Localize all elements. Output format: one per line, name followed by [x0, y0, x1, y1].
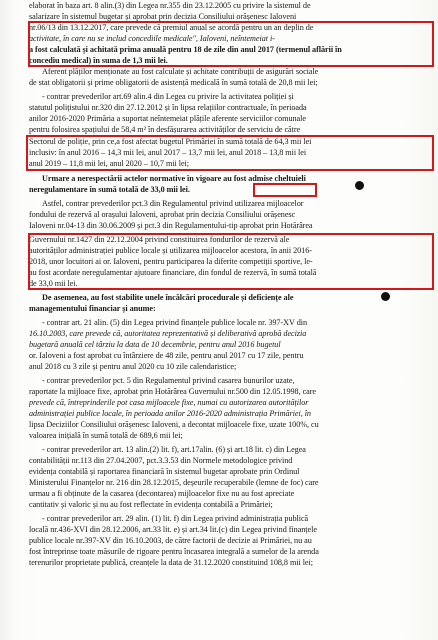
text-line: au fost acordate neregulamentar ajutoare financiare, din fondul de rezervă, în sumă totală: [29, 268, 317, 277]
text-line: de stat obligatorii și prime obligatorii de asistență medicală în sumă totală de 20,8 mii lei;: [29, 78, 318, 87]
text-line: publice locale nr.397-XV din 16.10.2003, de către factorii de decizie ai Primăriei, nu au: [29, 536, 312, 545]
text-line: - contrar prevederilor art. 29 alin. (1) lit. f) din Legea privind administrația publică: [42, 514, 309, 523]
text-line: autorităților administrației publice locale și utilizarea mijloacelor acestora, în anii 2016-: [29, 246, 312, 255]
text-line: valoarea inițială în sumă totală de 689,6 mii lei;: [29, 431, 183, 440]
text-line: administrației publice locale, în perioada anilor 2016-2020 administrația Primăriei, în: [29, 409, 311, 418]
text-line: evidența contabilă și raportarea financiară în sistemul bugetar aprobate prin Ordinul: [29, 467, 300, 476]
text-line: lipsa Deciziilor Consiliului orășenesc Ialoveni, a decontat mijloacele fixe, uzate 100%, cu: [29, 420, 319, 429]
text-line: cantitativ și valoric și nu au fost reflectate în evidența contabilă a Primăriei;: [29, 500, 273, 509]
text-line: Guvernului nr.1427 din 22.12.2004 privind constituirea fondurilor de rezervă ale: [29, 235, 290, 244]
ink-mark: [381, 292, 390, 301]
text-line: concediu medical) în suma de 1,3 mii lei.: [29, 56, 168, 65]
text-line: fost întreprinse toate măsurile de rigoare pentru încasarea integrală a sumelor de la arenda: [29, 547, 319, 556]
text-line: elaborat în baza art. 8 alin.(3) din Legea nr.355 din 23.12.2005 cu privire la sistemul de: [29, 1, 311, 10]
text-line: Urmare a nerespectării actelor normative în vigoare au fost admise cheltuieli: [42, 174, 306, 183]
text-line: anilor 2016-2020 Primăria a suportat neîntemeiat plățile aferente serviciilor comunale: [29, 114, 306, 123]
text-line: contabilității nr.113 din 27.04.2007, pct.3.3.53 din Normele metodologice privind: [29, 456, 293, 465]
ink-mark: [355, 181, 364, 190]
text-line: Ialoveni nr.04-13 din 30.06.2009 și pct.3 din Regulamentului-tip aprobat prin Hotărârea: [29, 221, 313, 230]
text-line: activitate, în care nu se includ concediile medicale", Ialoveni, neîntemeiat i-: [29, 34, 275, 43]
text-line: terenurilor proprietate publică, creanțele la data de 31.12.2020 constituind 108,8 mii lei;: [29, 558, 313, 567]
text-line: neregulamentare în sumă totală de 33,0 mii lei.: [29, 185, 190, 194]
text-line: - contrar prevederilor art.69 alin.4 din Legea cu privire la activitatea poliției și: [42, 92, 294, 101]
text-line: - contrar prevederilor pct. 5 din Regulamentul privind casarea bunurilor uzate,: [42, 376, 295, 385]
text-line: anul 2019 – 11,8 mii lei, anul 2020 – 10,7 mii lei;: [29, 159, 189, 168]
text-line: prevede că, întreprinderile pot casa mijloacele fixe, numai cu autorizarea autorităților: [29, 398, 309, 407]
text-line: nr.06/13 din 13.12.2017, care prevede că premiul anual se acordă pentru un an deplin de: [29, 23, 314, 32]
text-line: managementului financiar și anume:: [29, 304, 156, 313]
text-line: salarizare în sistemul bugetar și aprobat prin decizia Consiliului orășenesc Ialoveni: [29, 12, 297, 21]
text-line: a fost calculată și achitată prima anuală pentru 18 de zile din anul 2017 (termenul aflării în: [29, 45, 342, 54]
text-line: or. Ialoveni a fost aprobat cu întârziere de 48 zile, pentru anul 2017 cu 17 zile, pentru: [29, 351, 304, 360]
text-line: bugetară anuală cel târziu la data de 10 decembrie, pentru anul 2016 bugetul: [29, 340, 281, 349]
text-line: urmau a fi obținute de la casarea (decontarea) mijloacelor fixe nu au fost apreciate: [29, 489, 295, 498]
text-line: inclusiv: în anul 2016 – 14,3 mii lei, anul 2017 – 13,7 mii lei, anul 2018 – 13,8 mii lei: [29, 148, 307, 157]
text-line: de 33,0 mii lei.: [29, 279, 78, 288]
text-line: 16.10.2003, care prevede că, autoritatea reprezentativă și deliberativă aprobă decizia: [29, 329, 307, 338]
text-line: Ministerului Finanțelor nr. 216 din 28.12.2015, deșeurile recuperabile (lemne de foc) care: [29, 478, 319, 487]
text-line: pentru folosirea spațiului de 58,4 m² în desfășurarea activităților de serviciu de către: [29, 125, 301, 134]
text-line: - contrar prevederilor art. 13 alin.(2) lit. f), art.17alin. (6) și art.18 lit. c) din Legea: [42, 445, 306, 454]
text-line: locală nr.436-XVI din 28.12.2006, art.33 lit. e) și art.34 lit.(c) din Legea privind finanțele: [29, 525, 317, 534]
text-line: De asemenea, au fost stabilite unele încălcări procedurale și deficiențe ale: [42, 293, 294, 302]
text-line: fondului de rezervă al orașului Ialoveni, aprobat prin decizia Consiliului orășenesc: [29, 210, 296, 219]
text-line: Aferent plăților menționate au fost calculate și achitate contribuții de asigurări sociale: [42, 67, 319, 76]
text-line: anul 2018 cu 3 zile și pentru anul 2020 cu 10 zile calendaristice;: [29, 362, 237, 371]
text-line: Astfel, contrar prevederilor pct.3 din Regulamentul privind utilizarea mijloacelor: [42, 199, 304, 208]
text-line: raportate la mijloace fixe, aprobat prin Hotărârea Guvernului nr.500 din 12.05.1998, care: [29, 387, 317, 396]
text-line: - contrar art. 21 alin. (5) din Legea privind finanțele publice locale nr. 397-XV din: [42, 318, 308, 327]
text-line: 2018, unor locuitori ai or. Ialoveni, pentru participarea la diferite competiții sportive, le-: [29, 257, 313, 266]
text-line: statutul polițistului nr.320 din 27.12.2012 și în lipsa relațiilor contractuale, în perioada: [29, 103, 307, 112]
text-line: Sectorul de poliție, prin ce,a fost afectat bugetul Primăriei în sumă totală de 64,3 mii lei: [29, 137, 312, 146]
